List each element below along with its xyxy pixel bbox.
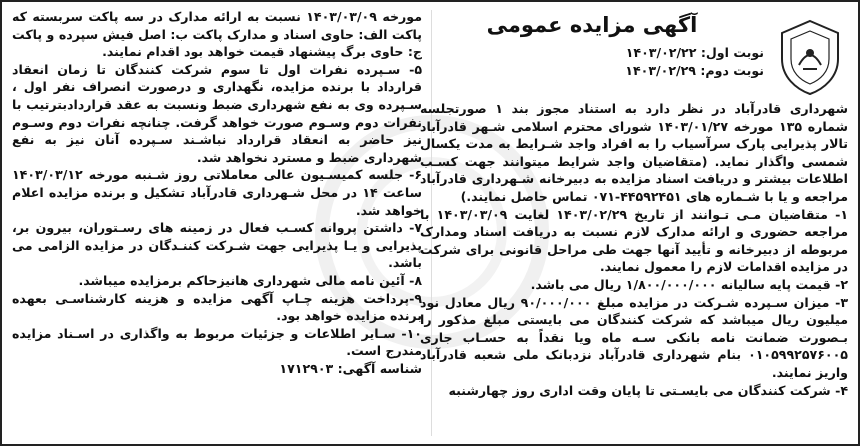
notice-item-8: ۸- آئین نامه مالی شهرداری هانیزحاکم برمزایده میباشد. <box>78 272 422 288</box>
notice-header <box>420 8 848 100</box>
notice-item-10: ۱۰- سـایر اطلاعات و جزئیات مربوط به واگذاری در اسـناد مزایده مندرج است. <box>12 325 422 359</box>
notice-item-2: ۲- قیمت پایه سالیانه ۱/۸۰۰/۰۰۰/۰۰۰ ریال می باشد. <box>530 276 848 292</box>
notice-item-5: ۵- سـپرده نفرات اول تا سوم شرکت کنندگان تا زمان انعقاد قرارداد با برنده مزایده، نگهداری و درصورت انصراف نفر اول ، سـپرده وی به نفع شهرداری ضبط ونسبت به عقد قراردادبترتیب با نفرات دوم وسـوم صورت خواهد گرفت. چنانچه نفرات دوم وسـوم نیز حاضر به انعقاد قرارداد نباشـند سـپرده آنان نیز به نفع شهرداری ضبط و مسترد نخواهد شد. <box>12 61 422 165</box>
notice-intro: شهرداری قادرآباد در نظر دارد به استناد مجوز بند ۱ صورتجلسه شماره ۱۳۵ مورخه ۱۴۰۳/۰۱/۲۷ شورای محترم اسلامی شـهر قادرآباد تالار پذیرایی پارک سرآسیاب را به افراد واجد شـرایط به مدت یکسال شمسی واگذار نماید. (متقاضیان واجد شرایط میتوانند جهت کسـب اطلاعات بیشتر و دریافت اسناد مزایده به دبیرخانه شـهرداری قادرآباد مراجعه و یا با شـماره های ۴۴۵۹۲۴۵۱-۰۷۱ تماس حاصل نمایند.) <box>420 101 848 204</box>
notice-item-6: ۶- جلسه کمیسـیون عالی معاملاتی روز شـنبه مورخه ۱۴۰۳/۰۳/۱۲ ساعت ۱۴ در محل شـهرداری قادرآباد تشکیل و برنده مزایده اعلام خواهد شد. <box>12 167 422 218</box>
notice-item-9: ۹-پرداخت هزینه چـاپ آگهی مزایده و هزینه کارشناسـی بعهده برنده مزایده خواهد بود. <box>12 290 422 324</box>
left-column <box>12 8 422 438</box>
notice-item-4-continuation: مورخه ۱۴۰۳/۰۳/۰۹ نسبت به ارائه مدارک در سه پاکت سربسته که پاکت الف: حاوی اسناد و مدارک پاکت ب: اصل فیش سپرده و پاکت ج: حاوی برگ پیشنهاد قیمت خواهد بود اقدام نمایند. <box>12 9 422 60</box>
notice-item-7: ۷- داشتن پروانه کسـب فعال در زمینه های رسـتوران، بیرون بر، پذیرایی و یـا پذیرایی جهت شـرکت کننـدگان در مزایده الزامی می باشد. <box>12 220 422 271</box>
first-publish-date: نوبت اول: ۱۴۰۳/۰۲/۲۲ <box>625 45 764 60</box>
page-title: آگهی مزایده عمومی <box>486 13 698 37</box>
notice-item-4: ۴- شرکت کنندگان می بایسـتی تا پایان وقت اداری روز چهارشنبه <box>448 382 848 398</box>
municipality-seal-icon <box>772 14 848 100</box>
notice-item-1: ۱- متقاضیان مـی تـوانند از تاریخ ۱۴۰۳/۰۲/۲۹ لغایت ۱۴۰۳/۰۳/۰۹ با مراجعه حضوری و ارائه مدارک لازم نسبت به دریافت اسناد ومدارک مربوطه از دبیرخانه و تأیید آنها جهت طی مراحل قانونی برای شرکت در مزایده اقدامات لازم را معمول نمایند. <box>420 206 848 275</box>
right-column <box>420 8 848 438</box>
second-publish-date: نوبت دوم: ۱۴۰۳/۰۲/۲۹ <box>625 62 764 78</box>
header-text <box>420 8 764 79</box>
ad-id: شناسه آگهی: ۱۷۱۲۹۰۳ <box>279 360 422 376</box>
notice-item-3: ۳- میزان سـپرده شـرکت در مزایده مبلغ ۹۰/۰۰۰/۰۰۰ ریال معادل نود میلیون ریال میباشد که شرکت کنندگان می بایستی مبلغ مذکور را بـصورت ضمانت نامه بانکی سـه ماه ویا نقداً به حسـاب جاری ۰۱۰۵۹۹۲۵۷۶۰۰۵ بنام شهرداری قادرآباد نزدبانک ملی شعبه قادرآباد واریز نمایند. <box>420 294 848 380</box>
